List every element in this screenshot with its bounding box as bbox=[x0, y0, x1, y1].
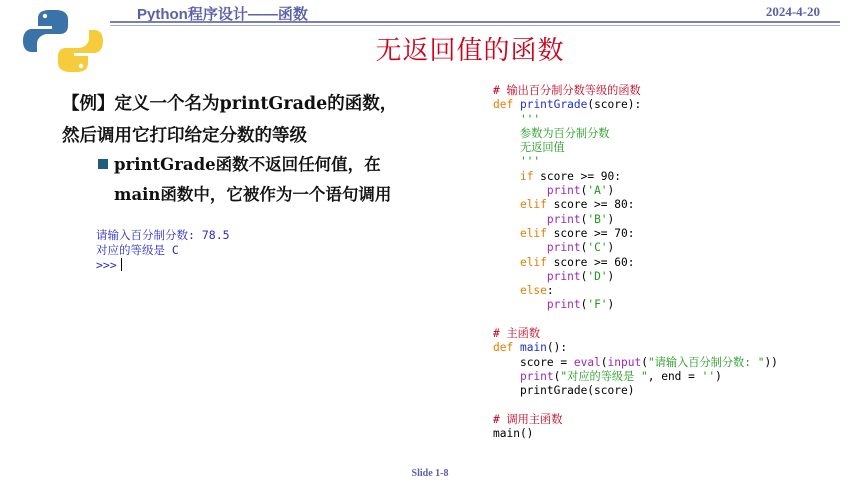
code-line: main() bbox=[493, 427, 534, 441]
header-divider-thin bbox=[110, 25, 840, 26]
code-line: def printGrade(score): bbox=[493, 98, 642, 112]
code-line: elif score >= 60: bbox=[519, 255, 635, 269]
square-bullet-icon bbox=[98, 159, 108, 169]
example-line-2: 然后调用它打印给定分数的等级 bbox=[62, 126, 307, 146]
code-line: score = eval(input("请输入百分制分数: ")) bbox=[519, 355, 778, 369]
code-block bbox=[493, 84, 778, 441]
example-line-1: 【例】定义一个名为printGrade的函数， bbox=[62, 94, 398, 114]
slide-title: 无返回值的函数 bbox=[375, 36, 565, 66]
bullet-line-2: main函数中，它被作为一个语句调用 bbox=[114, 185, 392, 204]
bullet-line-1: printGrade函数不返回任何值，在 bbox=[114, 155, 381, 174]
code-line: # 输出百分制分数等级的函数 bbox=[493, 84, 641, 97]
example-description bbox=[62, 88, 462, 152]
code-line: else: bbox=[519, 284, 554, 298]
code-line: ''' bbox=[493, 112, 541, 126]
header-divider bbox=[110, 21, 840, 23]
bullet-point bbox=[98, 150, 468, 210]
console-line-1: 请输入百分制分数: 78.5 bbox=[96, 228, 230, 242]
code-line: # 调用主函数 bbox=[493, 412, 563, 426]
code-line: print('C') bbox=[546, 241, 615, 255]
code-line: if score >= 90: bbox=[519, 169, 621, 183]
code-line: def main(): bbox=[493, 341, 568, 355]
code-line: print('D') bbox=[546, 269, 615, 283]
code-line: print('F') bbox=[546, 298, 615, 312]
header-title: Python程序设计——函数 bbox=[137, 6, 308, 23]
code-line: print("对应的等级是 ", end = '') bbox=[519, 369, 722, 383]
code-line: elif score >= 80: bbox=[519, 198, 635, 212]
code-line: # 主函数 bbox=[493, 327, 541, 341]
code-line: print('B') bbox=[546, 212, 615, 226]
code-blank-line bbox=[493, 313, 778, 327]
code-line: 无返回值 bbox=[493, 141, 565, 155]
code-blank-line bbox=[493, 399, 778, 413]
code-line: printGrade(score) bbox=[519, 384, 635, 398]
console-line-2: 对应的等级是 C bbox=[96, 243, 179, 257]
code-line: print('A') bbox=[546, 184, 615, 198]
code-line: 参数为百分制分数 bbox=[493, 126, 610, 140]
slide-number: Slide 1-8 bbox=[411, 468, 449, 479]
code-line: ''' bbox=[493, 155, 541, 169]
code-line: elif score >= 70: bbox=[519, 226, 635, 240]
header-date: 2024-4-20 bbox=[765, 4, 820, 19]
console-prompt: >>> bbox=[96, 258, 117, 272]
text-cursor bbox=[121, 258, 122, 271]
console-output bbox=[96, 228, 230, 273]
